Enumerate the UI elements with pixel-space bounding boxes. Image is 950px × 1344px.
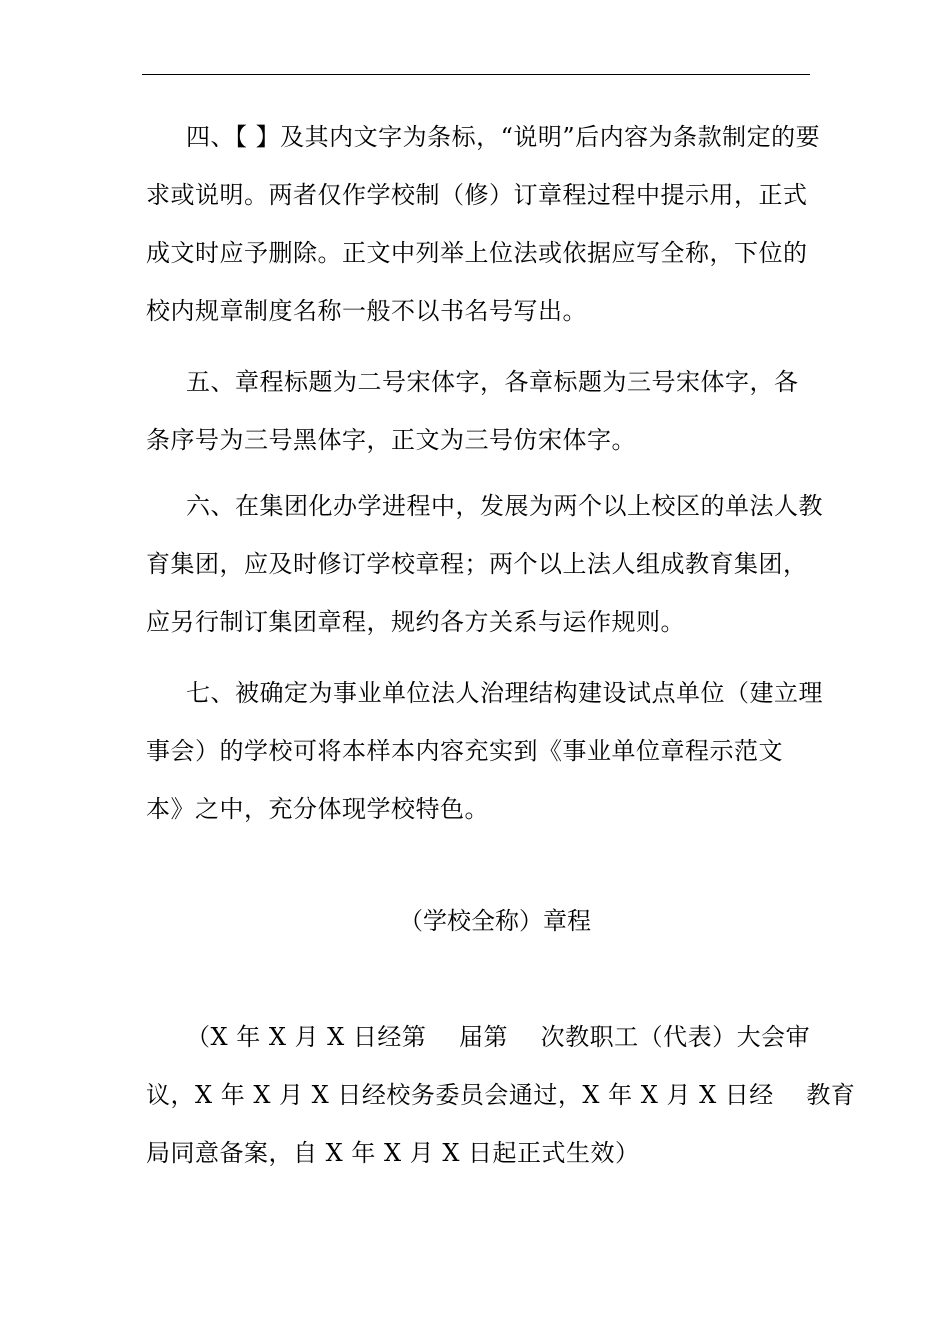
approval-line: 局同意备案，自 X 年 X 月 X 日起正式生效） [146, 1139, 640, 1167]
approval-note [146, 1008, 856, 1182]
paragraph-line: 六、在集团化办学进程中，发展为两个以上校区的单法人教 [186, 492, 823, 520]
paragraph-item-5 [146, 353, 810, 469]
paragraph-item-6 [146, 477, 823, 651]
paragraph-item-7 [146, 664, 823, 838]
paragraph-line: 求或说明。两者仅作学校制（修）订章程过程中提示用，正式 [146, 181, 808, 209]
paragraph-line: 校内规章制度名称一般不以书名号写出。 [146, 297, 587, 325]
paragraph-line: 育集团，应及时修订学校章程；两个以上法人组成教育集团， [146, 550, 808, 578]
approval-line: （X 年 X 月 X 日经第 届第 次教职工（代表）大会审 [186, 1023, 811, 1051]
paragraph-line: 条序号为三号黑体字，正文为三号仿宋体字。 [146, 426, 636, 454]
paragraph-line: 成文时应予删除。正文中列举上位法或依据应写全称，下位的 [146, 239, 808, 267]
charter-title: （学校全称）章程 [399, 907, 591, 935]
paragraph-line: 事会）的学校可将本样本内容充实到《事业单位章程示范文 [146, 737, 783, 765]
paragraph-line: 七、被确定为事业单位法人治理结构建设试点单位（建立理 [186, 679, 823, 707]
paragraph-line: 四、【 】及其内文字为条标，“说明”后内容为条款制定的要 [186, 123, 821, 151]
header-rule [142, 74, 810, 75]
approval-line: 议，X 年 X 月 X 日经校务委员会通过，X 年 X 月 X 日经 教育 [146, 1081, 856, 1109]
paragraph-line: 本》之中，充分体现学校特色。 [146, 795, 489, 823]
paragraph-item-4 [146, 108, 821, 340]
paragraph-line: 五、章程标题为二号宋体字，各章标题为三号宋体字，各 [186, 368, 799, 396]
paragraph-line: 应另行制订集团章程，规约各方关系与运作规则。 [146, 608, 685, 636]
